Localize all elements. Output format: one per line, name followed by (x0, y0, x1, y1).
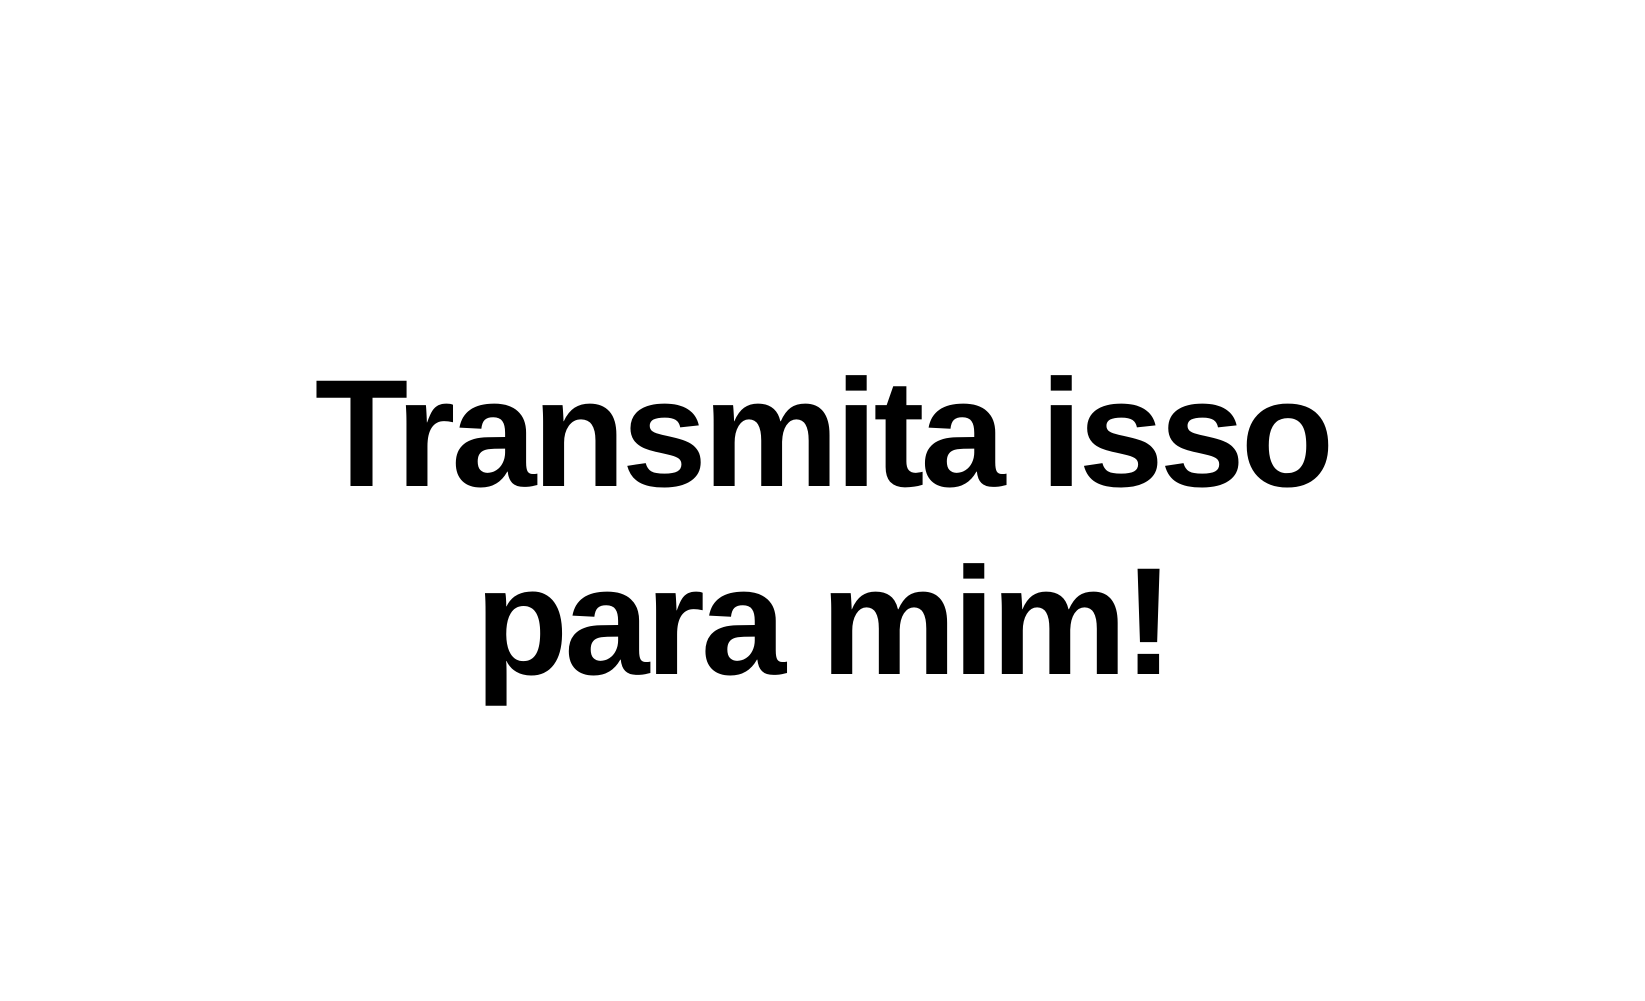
cast-message-line-1: Transmita isso (314, 348, 1331, 519)
cast-message (0, 340, 1645, 716)
cast-message-line-2: para mim! (474, 536, 1171, 707)
